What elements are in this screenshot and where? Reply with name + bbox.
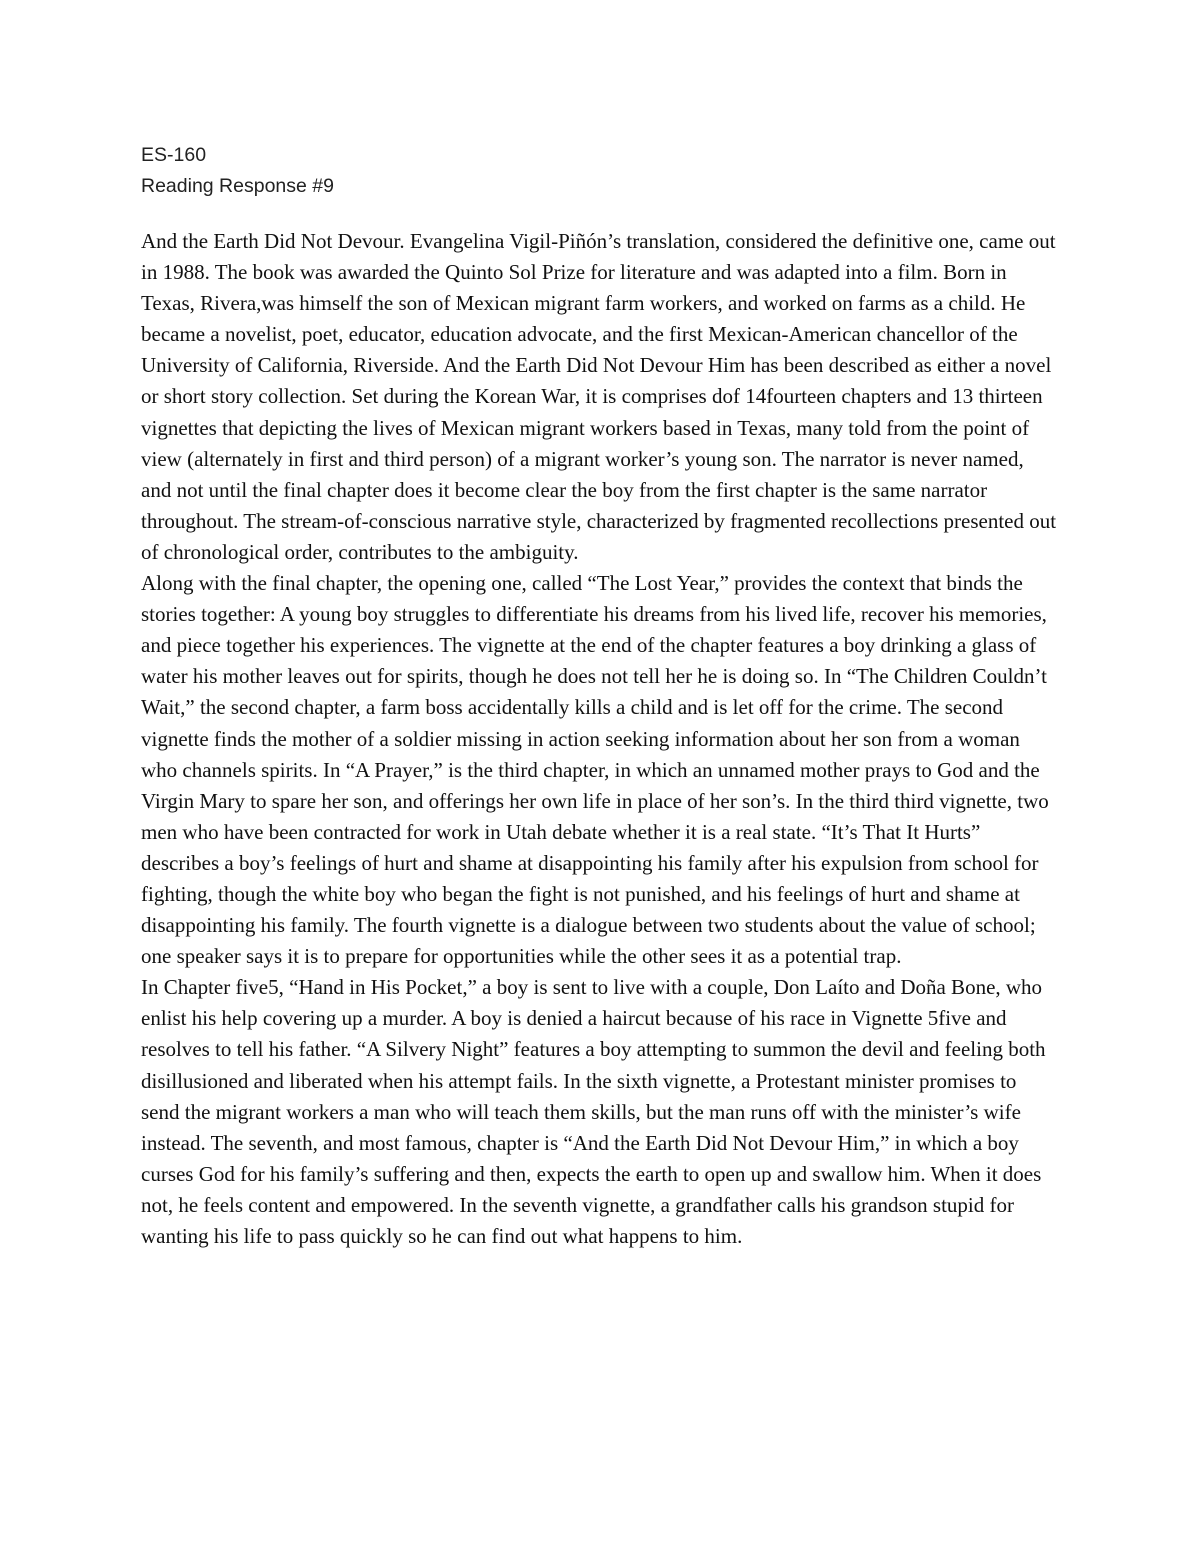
assignment-title: Reading Response #9	[141, 175, 334, 197]
document-header	[141, 140, 334, 202]
paragraph-3: In Chapter five5, “Hand in His Pocket,” a boy is sent to live with a couple, Don Laíto and Doña Bone, who enlist his help covering up a murder. A boy is denied a haircut because of his race in Vignette 5five and resolves to tell his father. “A Silvery Night” features a boy attempting to summon the devil and feeling both disillusioned and liberated when his attempt fails. In the sixth vignette, a Protestant minister promises to send the migrant workers a man who will teach them skills, but the man runs off with the minister’s wife instead. The seventh, and most famous, chapter is “And the Earth Did Not Devour Him,” in which a boy curses God for his family’s suffering and then, expects the earth to open up and swallow him. When it does not, he feels content and empowered. In the seventh vignette, a grandfather calls his grandson stupid for wanting his life to pass quickly so he can find out what happens to him.	[141, 975, 1046, 1248]
paragraph-2: Along with the final chapter, the opening one, called “The Lost Year,” provides the context that binds the stories together: A young boy struggles to differentiate his dreams from his lived life, recover his memories, and piece together his experiences. The vignette at the end of the chapter features a boy drinking a glass of water his mother leaves out for spirits, though he does not tell her he is doing so. In “The Children Couldn’t Wait,” the second chapter, a farm boss accidentally kills a child and is let off for the crime. The second vignette finds the mother of a soldier missing in action seeking information about her son from a woman who channels spirits. In “A Prayer,” is the third chapter, in which an unnamed mother prays to God and the Virgin Mary to spare her son, and offerings her own life in place of her son’s. In the third third vignette, two men who have been contracted for work in Utah debate whether it is a real state. “It’s That It Hurts” describes a boy’s feelings of hurt and shame at disappointing his family after his expulsion from school for fighting, though the white boy who began the fight is not punished, and his feelings of hurt and shame at disappointing his family. The fourth vignette is a dialogue between two students about the value of school; one speaker says it is to prepare for opportunities while the other sees it as a potential trap.	[141, 571, 1049, 969]
course-code: ES-160	[141, 144, 207, 166]
document-body	[141, 226, 1059, 1252]
paragraph-1: And the Earth Did Not Devour. Evangelina Vigil-Piñón’s translation, considered the definitive one, came out in 1988. The book was awarded the Quinto Sol Prize for literature and was adapted into a film. Born in Texas, Rivera,was himself the son of Mexican migrant farm workers, and worked on farms as a child. He became a novelist, poet, educator, education advocate, and the first Mexican-American chancellor of the University of California, Riverside. And the Earth Did Not Devour Him has been described as either a novel or short story collection. Set during the Korean War, it is comprises dof 14fourteen chapters and 13 thirteen vignettes that depicting the lives of Mexican migrant workers based in Texas, many told from the point of view (alternately in first and third person) of a migrant worker’s young son. The narrator is never named, and not until the final chapter does it become clear the boy from the first chapter is the same narrator throughout. The stream-of-conscious narrative style, characterized by fragmented recollections presented out of chronological order, contributes to the ambiguity.	[141, 229, 1057, 564]
